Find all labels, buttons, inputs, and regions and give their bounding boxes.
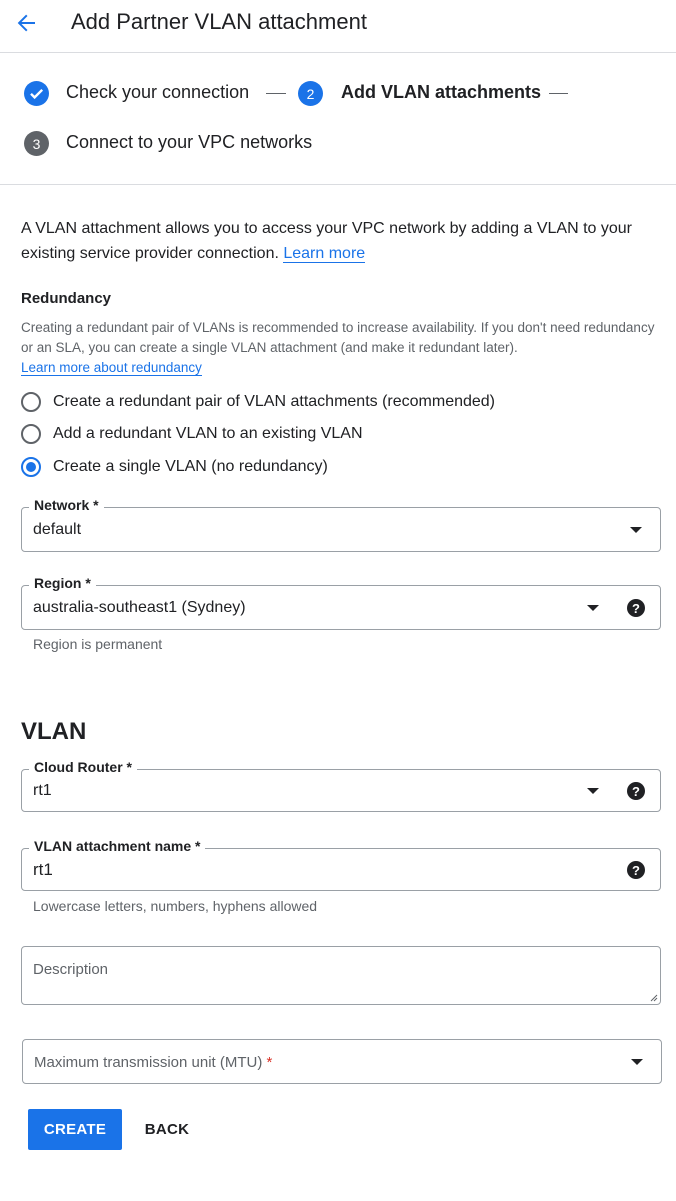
dropdown-arrow-icon[interactable] (631, 1059, 643, 1065)
redundancy-help (21, 318, 661, 378)
help-icon[interactable]: ? (627, 599, 645, 617)
check-icon (24, 81, 49, 106)
cloud-router-value: rt1 (33, 782, 52, 799)
radio-label: Create a redundant pair of VLAN attachments (recommended) (53, 393, 496, 410)
radio-add-redundant[interactable] (21, 423, 363, 445)
region-label: Region * (29, 575, 96, 591)
cloud-router-label: Cloud Router * (29, 759, 137, 775)
vlan-attachment-name-value[interactable]: rt1 (33, 860, 53, 879)
network-select[interactable] (21, 497, 661, 552)
divider (0, 184, 676, 185)
vlan-attachment-name-label: VLAN attachment name * (29, 838, 205, 854)
step-number-3: 3 (24, 131, 49, 156)
network-label: Network * (29, 497, 104, 513)
cloud-router-select[interactable] (21, 759, 661, 812)
back-button[interactable]: BACK (144, 1121, 190, 1138)
mtu-placeholder (34, 1054, 272, 1071)
radio-button-selected[interactable] (21, 457, 41, 477)
radio-label: Create a single VLAN (no redundancy) (53, 458, 328, 475)
learn-more-redundancy-link[interactable]: Learn more about redundancy (21, 360, 202, 375)
description-placeholder: Description (33, 961, 109, 978)
step-connector (266, 93, 286, 94)
step-number-2: 2 (298, 81, 323, 106)
radio-button[interactable] (21, 392, 41, 412)
network-value: default (33, 521, 82, 538)
region-hint: Region is permanent (33, 636, 163, 652)
description-textarea[interactable] (21, 946, 661, 1005)
step-check-connection[interactable]: Check your connection (66, 82, 250, 102)
create-button[interactable]: CREATE (28, 1109, 122, 1150)
help-icon[interactable]: ? (627, 861, 645, 879)
redundancy-label: Redundancy (21, 290, 112, 307)
help-icon[interactable]: ? (627, 782, 645, 800)
step-connect-vpc-networks: Connect to your VPC networks (66, 132, 313, 152)
step-connector (549, 93, 568, 94)
mtu-select[interactable] (22, 1039, 662, 1084)
page-title: Add Partner VLAN attachment (71, 9, 367, 34)
region-value: australia-southeast1 (Sydney) (33, 599, 246, 616)
vlan-heading: VLAN (21, 718, 87, 745)
vlan-attachment-name-hint: Lowercase letters, numbers, hyphens allowed (33, 898, 318, 914)
radio-button[interactable] (21, 424, 41, 444)
resize-handle-icon[interactable] (648, 992, 658, 1002)
dropdown-arrow-icon[interactable] (630, 527, 642, 533)
radio-label: Add a redundant VLAN to an existing VLAN (53, 425, 363, 442)
redundancy-help-text: Creating a redundant pair of VLANs is recommended to increase availability. If you don't need redundancy or an SLA, you can create a single VLAN attachment (and make it redundant later). (21, 320, 655, 355)
radio-redundant-pair[interactable] (21, 391, 495, 413)
intro-body: A VLAN attachment allows you to access your VPC network by adding a VLAN to your existing service provider connection. (21, 220, 632, 262)
step-add-vlan-attachments: Add VLAN attachments (341, 82, 542, 102)
radio-single-vlan[interactable] (21, 456, 328, 478)
dropdown-arrow-icon[interactable] (587, 605, 599, 611)
intro-text (21, 216, 661, 266)
learn-more-link[interactable]: Learn more (283, 245, 366, 262)
required-mark: * (266, 1054, 273, 1071)
dropdown-arrow-icon[interactable] (587, 788, 599, 794)
arrow-back-icon[interactable] (12, 8, 42, 38)
vlan-attachment-name-input[interactable] (21, 838, 661, 891)
mtu-placeholder-text: Maximum transmission unit (MTU) (34, 1054, 263, 1071)
region-select[interactable] (21, 575, 661, 630)
